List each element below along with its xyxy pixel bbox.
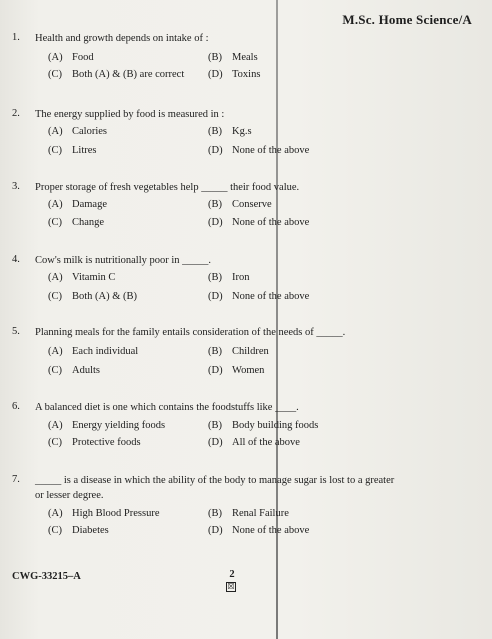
option-b: (B) Meals [208, 52, 258, 63]
option-c: (C) Both (A) & (B) are correct [48, 69, 185, 80]
question-number: 1. [12, 32, 20, 43]
question-stem: Cow's milk is nutritionally poor in _____. [35, 255, 212, 266]
option-d: (D) None of the above [208, 217, 310, 228]
option-b: (B) Conserve [208, 199, 272, 210]
option-d: (D) None of the above [208, 525, 310, 536]
option-c: (C) Change [48, 217, 105, 228]
option-a: (A) Energy yielding foods [48, 420, 166, 431]
option-d: (D) All of the above [208, 437, 300, 448]
option-a: (A) Vitamin C [48, 272, 116, 283]
page-number: 2 [229, 569, 235, 580]
paper-code-header: M.Sc. Home Science/A [342, 12, 472, 27]
option-c: (C) Protective foods [48, 437, 141, 448]
question-number: 3. [12, 181, 20, 192]
question-stem: The energy supplied by food is measured in : [35, 109, 225, 120]
option-a: (A) Food [48, 52, 94, 63]
crossed-box-icon: ☒ [227, 582, 235, 591]
question-stem: Proper storage of fresh vegetables help _____ their food value. [35, 182, 300, 193]
booklet-code: CWG-33215–A [12, 571, 81, 582]
option-b: (B) Body building foods [208, 420, 319, 431]
option-a: (A) Each individual [48, 346, 139, 357]
option-b: (B) Kg.s [208, 126, 252, 137]
option-c: (C) Both (A) & (B) [48, 291, 138, 302]
question-stem: Health and growth depends on intake of : [35, 33, 209, 44]
question-number: 6. [12, 401, 20, 412]
option-b: (B) Renal Failure [208, 508, 289, 519]
question-stem-line-2: or lesser degree. [35, 490, 104, 501]
question-number: 2. [12, 108, 20, 119]
option-c: (C) Litres [48, 145, 97, 156]
question-number: 7. [12, 474, 20, 485]
option-a: (A) Calories [48, 126, 107, 137]
question-stem: A balanced diet is one which contains the foodstuffs like ____. [35, 402, 299, 413]
question-stem: Planning meals for the family entails consideration of the needs of _____. [35, 327, 346, 338]
option-d: (D) None of the above [208, 145, 310, 156]
option-a: (A) Damage [48, 199, 107, 210]
page-fold-line [276, 0, 278, 639]
question-number: 4. [12, 254, 20, 265]
option-b: (B) Iron [208, 272, 250, 283]
option-d: (D) Women [208, 365, 265, 376]
option-c: (C) Adults [48, 365, 101, 376]
question-number: 5. [12, 326, 20, 337]
question-stem-line-1: _____ is a disease in which the ability of the body to manage sugar is lost to a greater [35, 475, 395, 486]
option-b: (B) Children [208, 346, 269, 357]
option-c: (C) Diabetes [48, 525, 109, 536]
option-d: (D) Toxins [208, 69, 261, 80]
option-a: (A) High Blood Pressure [48, 508, 160, 519]
option-d: (D) None of the above [208, 291, 310, 302]
